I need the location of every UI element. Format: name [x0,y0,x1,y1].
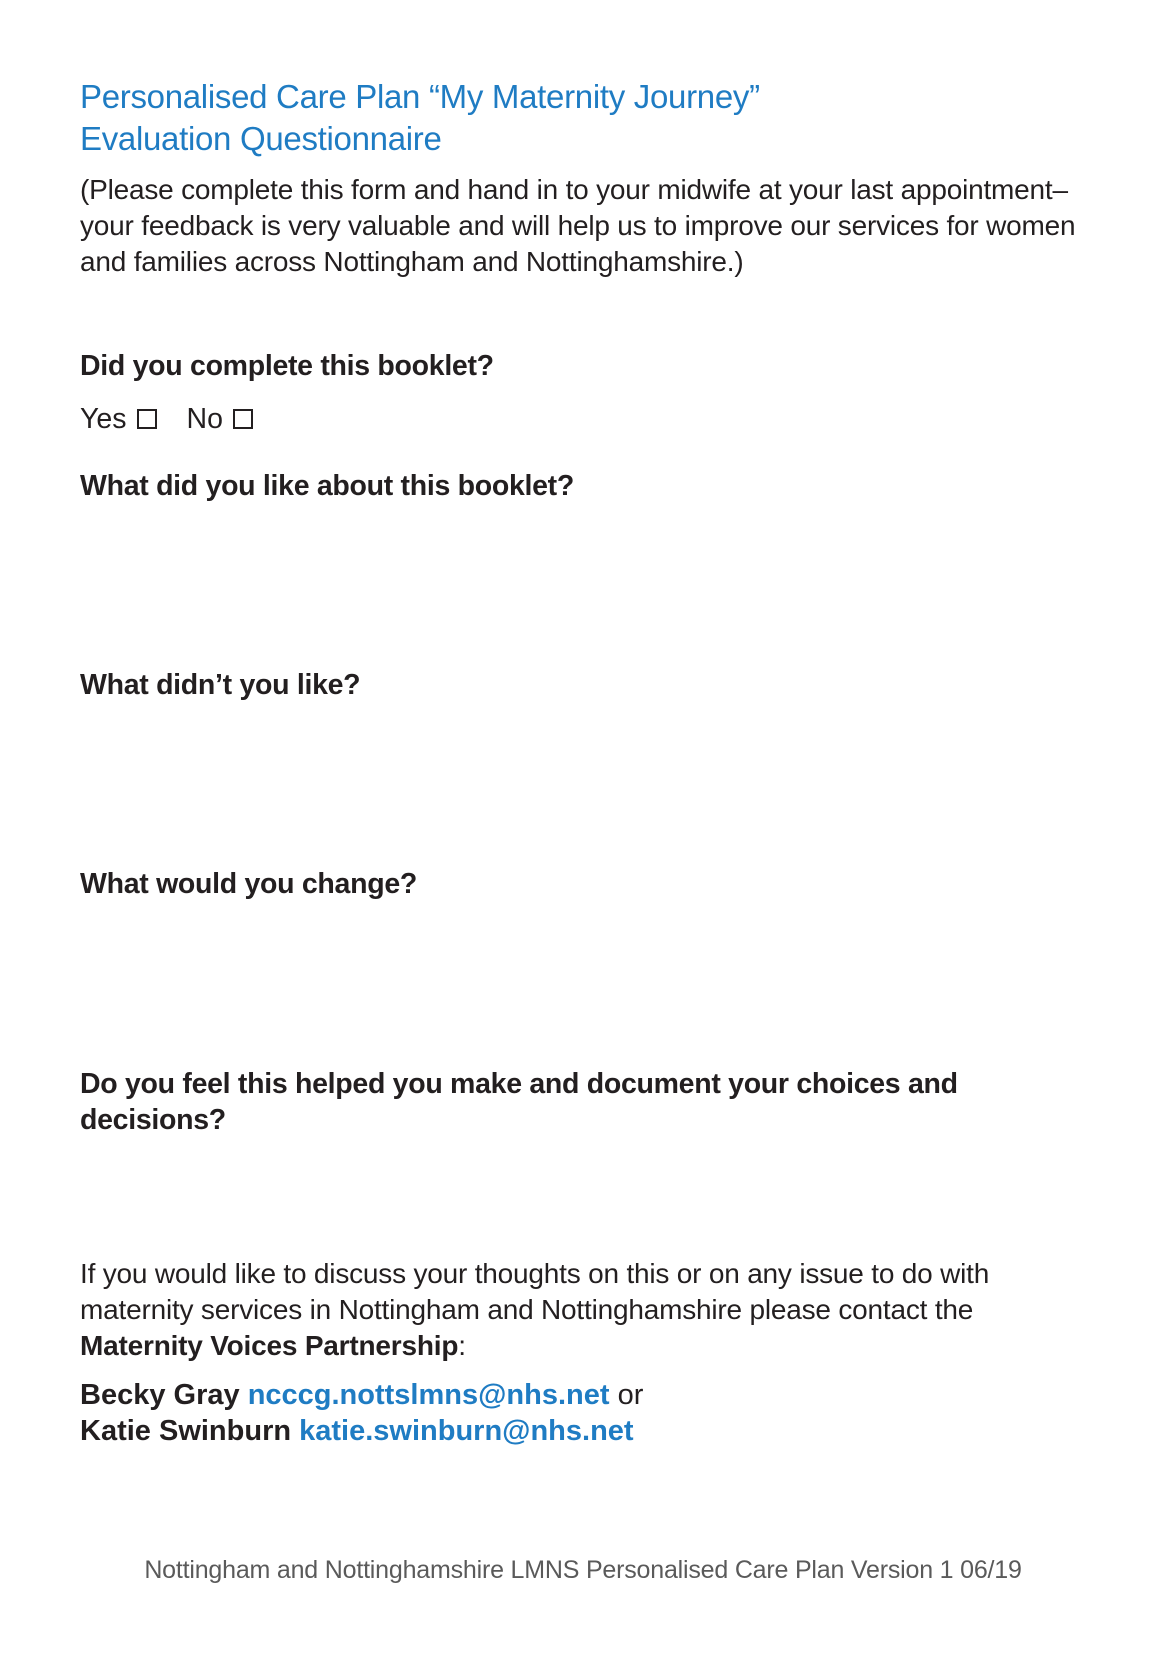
contact-person-becky [80,1377,643,1413]
contact-name: Becky Gray [80,1379,240,1411]
no-checkbox[interactable] [233,409,253,429]
yes-no-options [80,401,283,437]
title-line-2: Evaluation Questionnaire [80,120,442,157]
contact-people [80,1377,643,1449]
contact-email-link[interactable]: katie.swinburn@nhs.net [299,1415,634,1447]
option-yes-label: Yes [80,403,127,435]
question-helped-decisions: Do you feel this helped you make and document your choices and decisions? [80,1068,958,1136]
option-no-label: No [186,403,223,435]
contact-org: Maternity Voices Partnership [80,1330,459,1361]
option-yes[interactable] [80,401,157,437]
contact-text [80,1256,1090,1364]
question-completed-booklet: Did you complete this booklet? [80,350,494,382]
question-change: What would you change? [80,868,417,900]
footer-text: Nottingham and Nottinghamshire LMNS Personalised Care Plan Version 1 06/19 [144,1556,1022,1584]
yes-checkbox[interactable] [137,409,157,429]
intro-text: (Please complete this form and hand in to your midwife at your last appointment– your feedback is very valuable and will help us to improve our services for women and families across Nottingham and Nottinghamshire.) [80,174,1076,277]
contact-email-link[interactable]: ncccg.nottslmns@nhs.net [247,1379,610,1411]
contact-colon: : [458,1330,466,1361]
question-disliked: What didn’t you like? [80,669,361,701]
contact-name: Katie Swinburn [80,1415,292,1447]
title-line-1: Personalised Care Plan “My Maternity Journey” [80,78,760,115]
option-no[interactable] [187,401,253,437]
page-title [80,76,760,160]
question-liked: What did you like about this booklet? [80,470,574,502]
contact-body: If you would like to discuss your thoughts on this or on any issue to do with maternity services in Nottingham and Nottinghamshire please contact the [80,1258,990,1325]
contact-person-katie [80,1413,643,1449]
contact-suffix: or [609,1379,644,1411]
